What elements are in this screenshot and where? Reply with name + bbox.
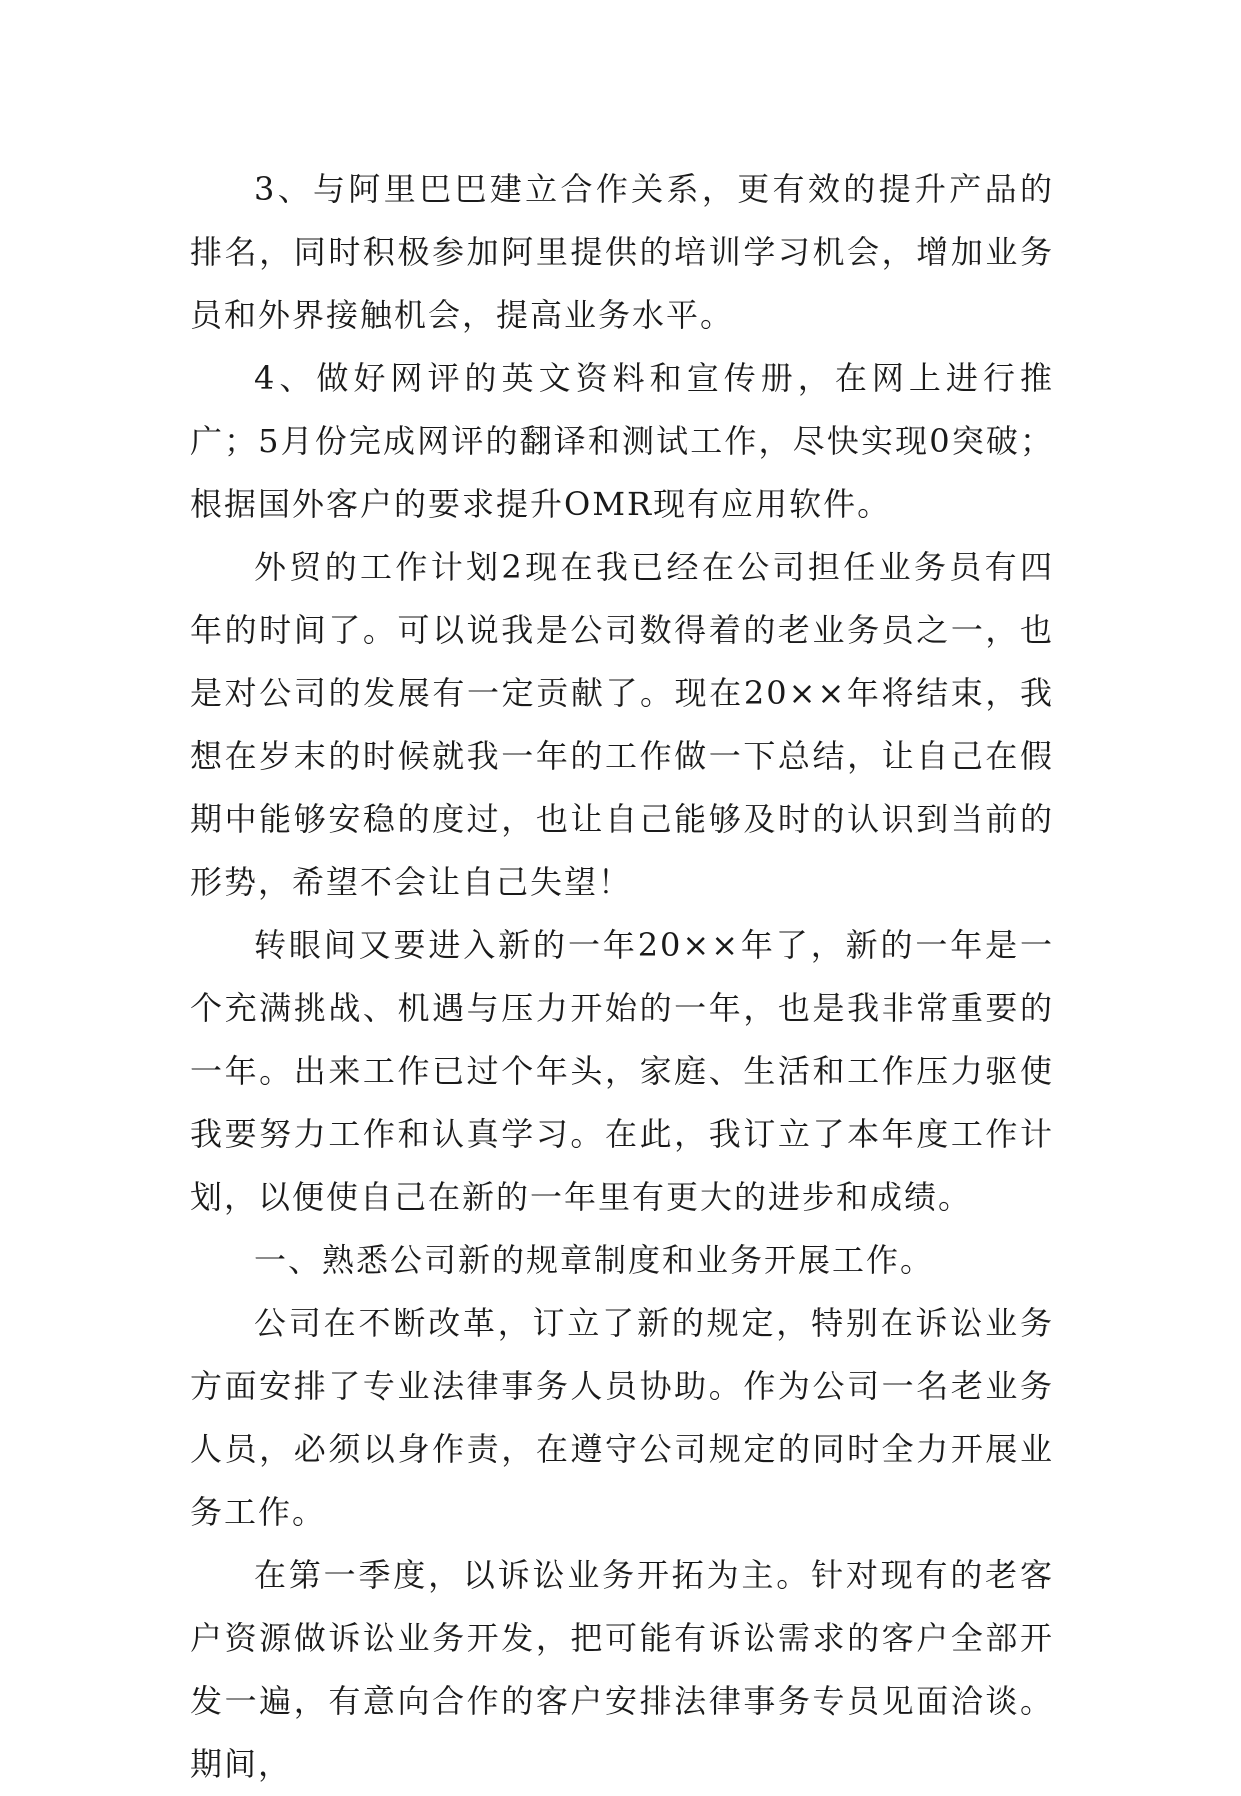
paragraph-alibaba-cooperation: 3、与阿里巴巴建立合作关系，更有效的提升产品的排名，同时积极参加阿里提供的培训学习机会，增加业务员和外界接触机会，提高业务水平。 — [190, 170, 1054, 334]
paragraph-first-quarter: 在第一季度，以诉讼业务开拓为主。针对现有的老客户资源做诉讼业务开发，把可能有诉讼需求的客户全部开发一遍，有意向合作的客户安排法律事务专员见面洽谈。期间， — [190, 1556, 1054, 1783]
paragraph-company-reform: 公司在不断改革，订立了新的规定，特别在诉讼业务方面安排了专业法律事务人员协助。作为公司一名老业务人员，必须以身作责，在遵守公司规定的同时全力开展业务工作。 — [190, 1304, 1054, 1531]
paragraph-work-plan-2: 外贸的工作计划2现在我已经在公司担任业务员有四年的时间了。可以说我是公司数得着的老业务员之一，也是对公司的发展有一定贡献了。现在20××年将结束，我想在岁末的时候就我一年的工作做一下总结，让自己在假期中能够安稳的度过，也让自己能够及时的认识到当前的形势，希望不会让自己失望！ — [190, 548, 1054, 901]
paragraph-online-promotion: 4、做好网评的英文资料和宣传册，在网上进行推广；5月份完成网评的翻译和测试工作，尽快实现0突破；根据国外客户的要求提升OMR现有应用软件。 — [190, 359, 1054, 523]
section-heading-1: 一、熟悉公司新的规章制度和业务开展工作。 — [254, 1241, 935, 1279]
paragraph-new-year: 转眼间又要进入新的一年20××年了，新的一年是一个充满挑战、机遇与压力开始的一年，也是我非常重要的一年。出来工作已过个年头，家庭、生活和工作压力驱使我要努力工作和认真学习。在此，我订立了本年度工作计划，以便使自己在新的一年里有更大的进步和成绩。 — [190, 926, 1054, 1216]
document-page — [190, 158, 1054, 1796]
